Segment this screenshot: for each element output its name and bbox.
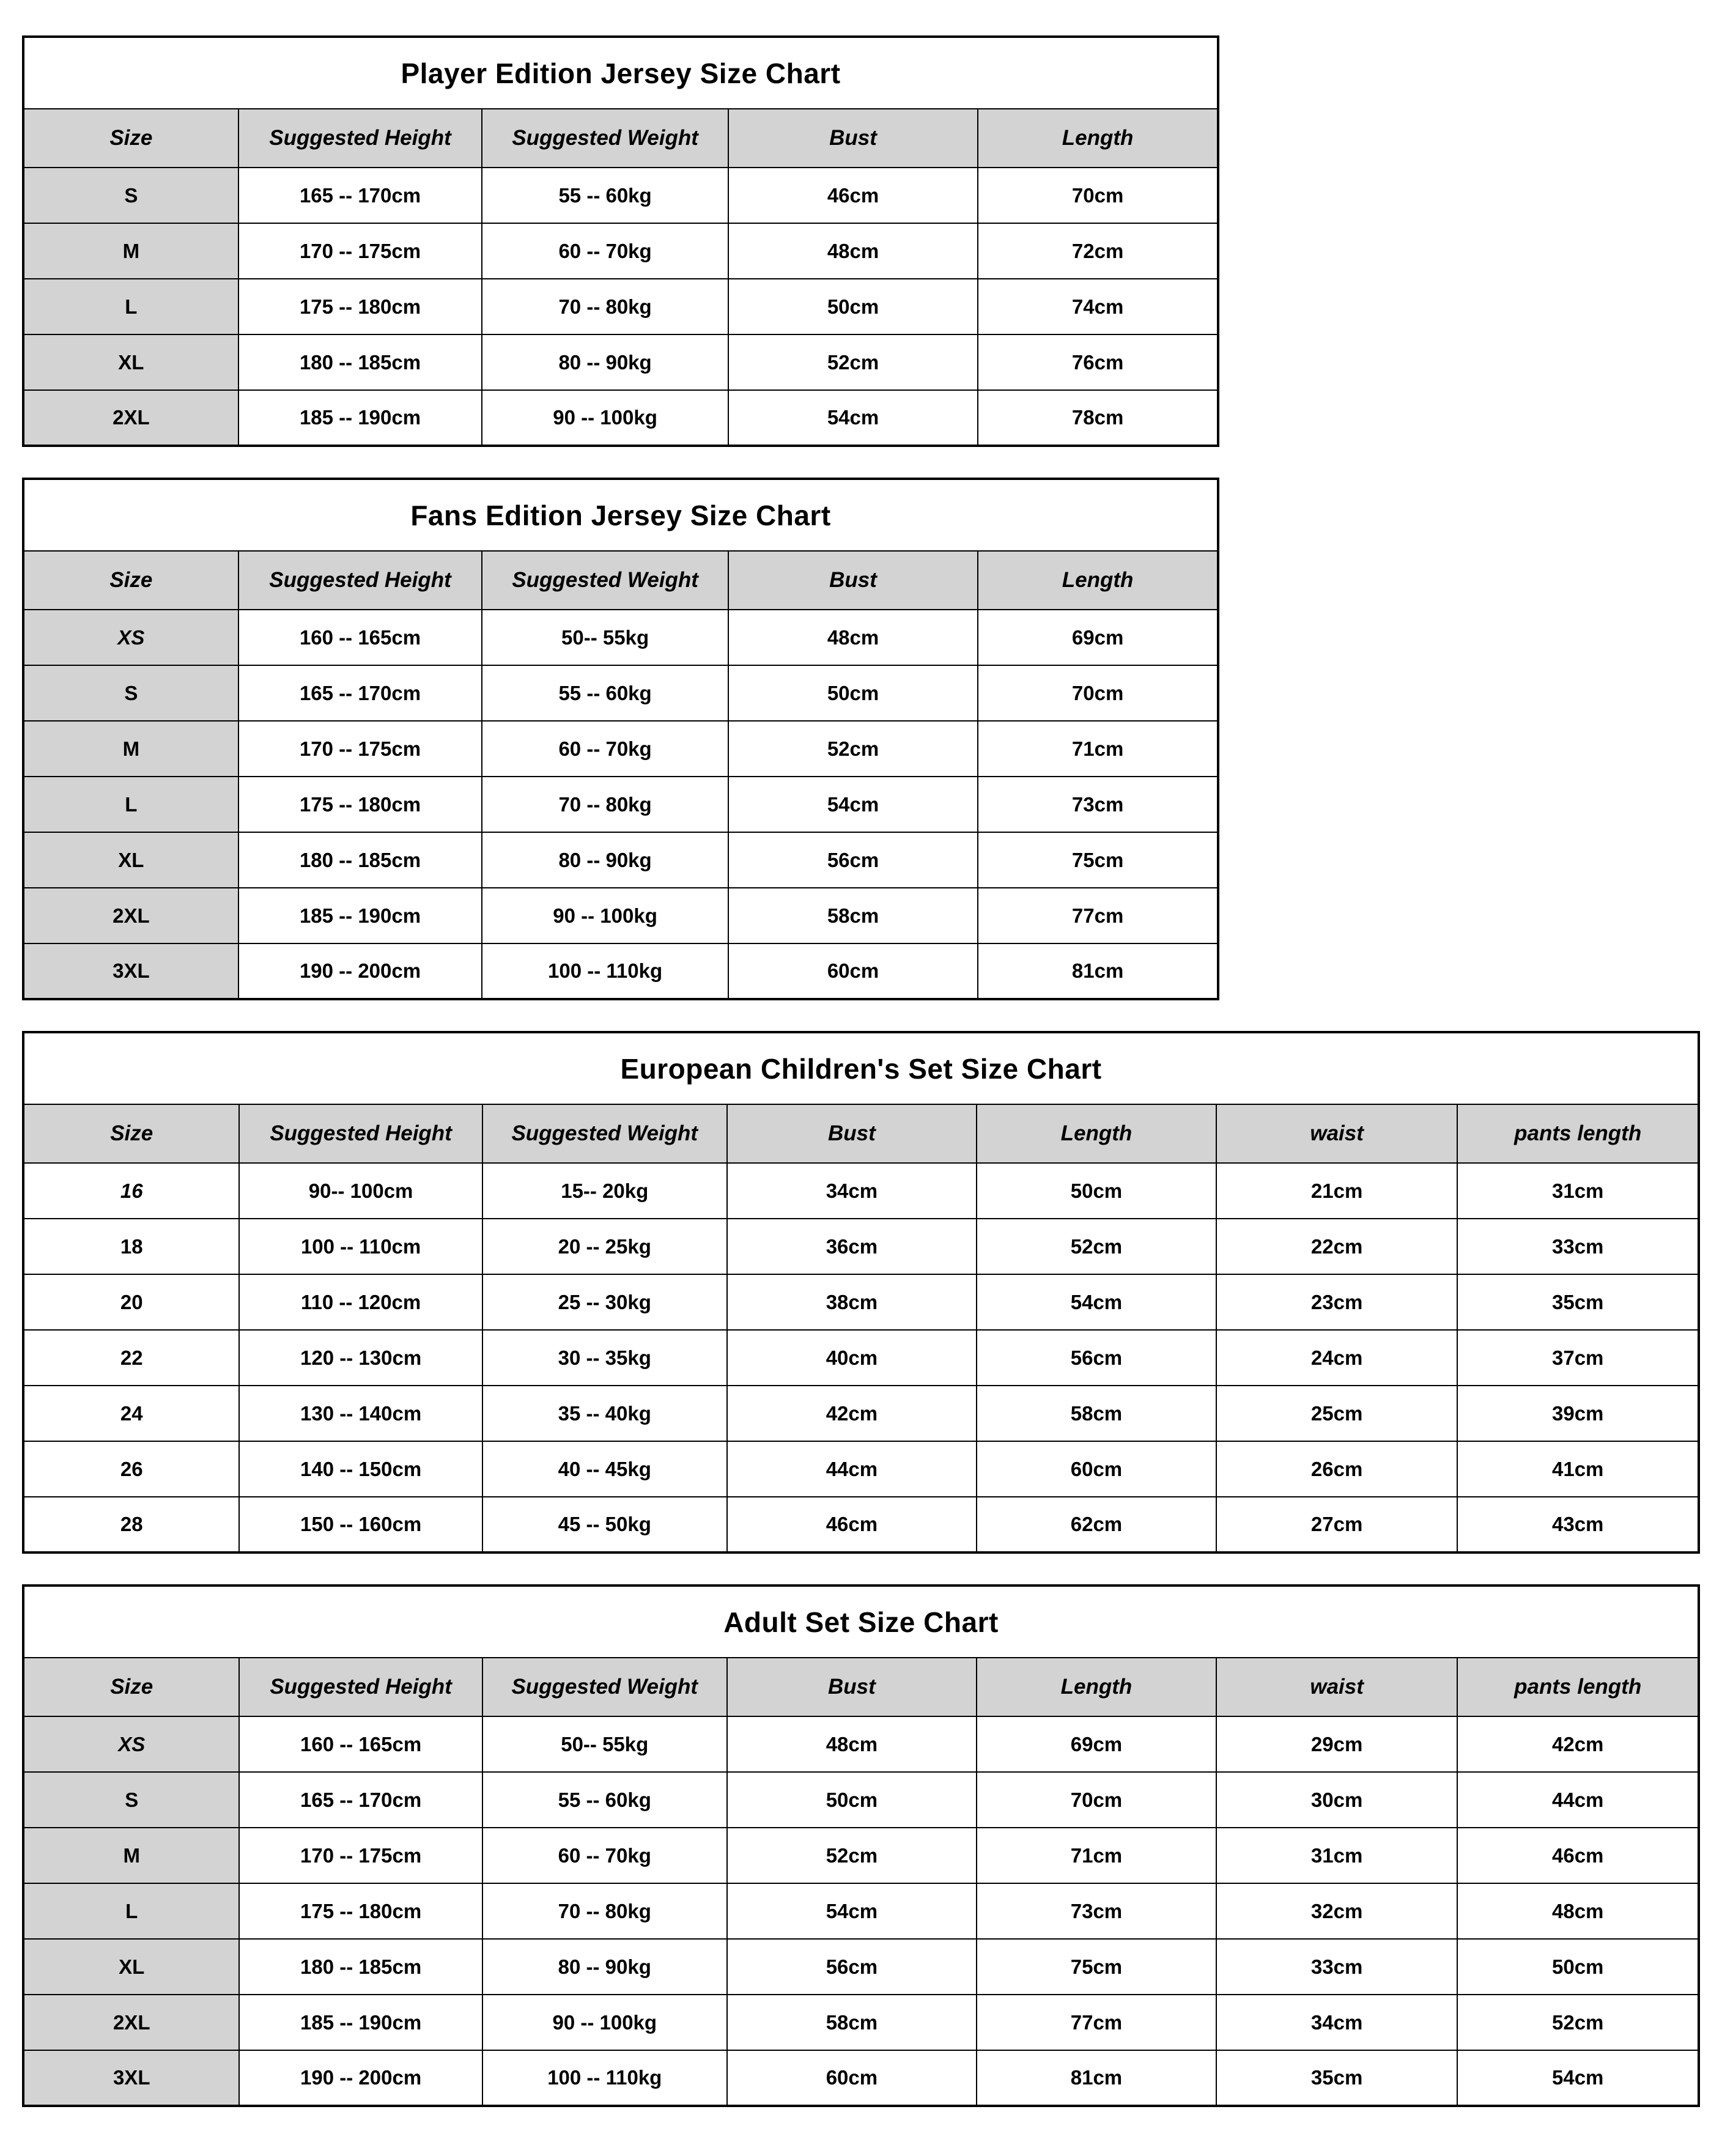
column-header-bust: Bust bbox=[728, 109, 978, 168]
size-cell: L bbox=[23, 777, 238, 832]
column-header-size: Size bbox=[23, 551, 238, 610]
data-cell: 81cm bbox=[978, 943, 1218, 999]
column-header-waist: waist bbox=[1216, 1104, 1458, 1163]
size-cell: S bbox=[23, 1772, 239, 1828]
data-cell: 41cm bbox=[1457, 1441, 1699, 1497]
european-childrens-set-table bbox=[22, 1031, 1700, 1554]
table-row bbox=[23, 223, 1218, 279]
column-header-suggested-height: Suggested Height bbox=[239, 1104, 482, 1163]
table-row bbox=[23, 1939, 1699, 1995]
data-cell: 55 -- 60kg bbox=[482, 1772, 727, 1828]
data-cell: 175 -- 180cm bbox=[238, 777, 482, 832]
data-cell: 54cm bbox=[977, 1274, 1216, 1330]
data-cell: 100 -- 110kg bbox=[482, 943, 728, 999]
size-cell: L bbox=[23, 279, 238, 334]
column-header-size: Size bbox=[23, 109, 238, 168]
data-cell: 52cm bbox=[728, 334, 978, 390]
data-cell: 35 -- 40kg bbox=[482, 1386, 727, 1441]
column-header-suggested-weight: Suggested Weight bbox=[482, 551, 728, 610]
data-cell: 150 -- 160cm bbox=[239, 1497, 482, 1552]
data-cell: 50-- 55kg bbox=[482, 610, 728, 665]
data-cell: 75cm bbox=[977, 1939, 1216, 1995]
adult-set-table bbox=[22, 1584, 1700, 2107]
column-header-row bbox=[23, 551, 1218, 610]
column-header-size: Size bbox=[23, 1658, 239, 1716]
table-row bbox=[23, 279, 1218, 334]
data-cell: 60cm bbox=[728, 943, 978, 999]
player-edition-jersey-chart bbox=[22, 35, 1219, 447]
data-cell: 76cm bbox=[978, 334, 1218, 390]
data-cell: 22cm bbox=[1216, 1219, 1458, 1274]
fans-edition-jersey-chart bbox=[22, 478, 1219, 1000]
data-cell: 90 -- 100kg bbox=[482, 390, 728, 446]
size-cell: S bbox=[23, 665, 238, 721]
table-row bbox=[23, 1883, 1699, 1939]
table-row bbox=[23, 1716, 1699, 1772]
table-row bbox=[23, 1441, 1699, 1497]
data-cell: 50cm bbox=[977, 1163, 1216, 1219]
size-cell: M bbox=[23, 1828, 239, 1883]
data-cell: 50cm bbox=[727, 1772, 977, 1828]
data-cell: 27cm bbox=[1216, 1497, 1458, 1552]
table-row bbox=[23, 1274, 1699, 1330]
fans-edition-jersey-title: Fans Edition Jersey Size Chart bbox=[23, 479, 1218, 551]
data-cell: 90 -- 100kg bbox=[482, 1995, 727, 2050]
data-cell: 54cm bbox=[1457, 2050, 1699, 2106]
data-cell: 34cm bbox=[1216, 1995, 1458, 2050]
data-cell: 90 -- 100kg bbox=[482, 888, 728, 943]
data-cell: 50-- 55kg bbox=[482, 1716, 727, 1772]
data-cell: 73cm bbox=[978, 777, 1218, 832]
data-cell: 81cm bbox=[977, 2050, 1216, 2106]
data-cell: 30cm bbox=[1216, 1772, 1458, 1828]
table-row bbox=[23, 1330, 1699, 1386]
data-cell: 130 -- 140cm bbox=[239, 1386, 482, 1441]
data-cell: 175 -- 180cm bbox=[238, 279, 482, 334]
data-cell: 73cm bbox=[977, 1883, 1216, 1939]
data-cell: 39cm bbox=[1457, 1386, 1699, 1441]
data-cell: 33cm bbox=[1216, 1939, 1458, 1995]
table-row bbox=[23, 1497, 1699, 1552]
data-cell: 80 -- 90kg bbox=[482, 832, 728, 888]
data-cell: 60cm bbox=[977, 1441, 1216, 1497]
size-cell: XL bbox=[23, 1939, 239, 1995]
column-header-bust: Bust bbox=[728, 551, 978, 610]
data-cell: 110 -- 120cm bbox=[239, 1274, 482, 1330]
table-title-row bbox=[23, 479, 1218, 551]
table-row bbox=[23, 888, 1218, 943]
size-cell: 22 bbox=[23, 1330, 239, 1386]
data-cell: 60 -- 70kg bbox=[482, 1828, 727, 1883]
data-cell: 80 -- 90kg bbox=[482, 1939, 727, 1995]
column-header-bust: Bust bbox=[727, 1104, 977, 1163]
data-cell: 180 -- 185cm bbox=[239, 1939, 482, 1995]
data-cell: 52cm bbox=[977, 1219, 1216, 1274]
data-cell: 40 -- 45kg bbox=[482, 1441, 727, 1497]
column-header-length: Length bbox=[978, 551, 1218, 610]
data-cell: 70 -- 80kg bbox=[482, 1883, 727, 1939]
table-row bbox=[23, 390, 1218, 446]
data-cell: 55 -- 60kg bbox=[482, 168, 728, 223]
data-cell: 62cm bbox=[977, 1497, 1216, 1552]
data-cell: 77cm bbox=[978, 888, 1218, 943]
data-cell: 44cm bbox=[727, 1441, 977, 1497]
table-row bbox=[23, 943, 1218, 999]
data-cell: 36cm bbox=[727, 1219, 977, 1274]
data-cell: 37cm bbox=[1457, 1330, 1699, 1386]
data-cell: 140 -- 150cm bbox=[239, 1441, 482, 1497]
data-cell: 70 -- 80kg bbox=[482, 279, 728, 334]
column-header-suggested-height: Suggested Height bbox=[238, 109, 482, 168]
column-header-bust: Bust bbox=[727, 1658, 977, 1716]
data-cell: 165 -- 170cm bbox=[238, 665, 482, 721]
table-row bbox=[23, 610, 1218, 665]
table-row bbox=[23, 1163, 1699, 1219]
data-cell: 100 -- 110kg bbox=[482, 2050, 727, 2106]
data-cell: 52cm bbox=[727, 1828, 977, 1883]
size-cell: 28 bbox=[23, 1497, 239, 1552]
column-header-size: Size bbox=[23, 1104, 239, 1163]
table-row bbox=[23, 1772, 1699, 1828]
column-header-suggested-weight: Suggested Weight bbox=[482, 1658, 727, 1716]
column-header-waist: waist bbox=[1216, 1658, 1458, 1716]
table-row bbox=[23, 832, 1218, 888]
size-cell: 24 bbox=[23, 1386, 239, 1441]
size-cell: 18 bbox=[23, 1219, 239, 1274]
data-cell: 48cm bbox=[1457, 1883, 1699, 1939]
column-header-suggested-height: Suggested Height bbox=[239, 1658, 482, 1716]
table-row bbox=[23, 1219, 1699, 1274]
data-cell: 60 -- 70kg bbox=[482, 721, 728, 777]
data-cell: 52cm bbox=[728, 721, 978, 777]
table-row bbox=[23, 721, 1218, 777]
data-cell: 42cm bbox=[727, 1386, 977, 1441]
table-title-row bbox=[23, 1032, 1699, 1104]
data-cell: 60cm bbox=[727, 2050, 977, 2106]
data-cell: 185 -- 190cm bbox=[238, 390, 482, 446]
data-cell: 190 -- 200cm bbox=[238, 943, 482, 999]
data-cell: 31cm bbox=[1216, 1828, 1458, 1883]
table-title-row bbox=[23, 37, 1218, 109]
data-cell: 170 -- 175cm bbox=[238, 223, 482, 279]
data-cell: 71cm bbox=[977, 1828, 1216, 1883]
data-cell: 52cm bbox=[1457, 1995, 1699, 2050]
fans-edition-jersey-table bbox=[22, 478, 1219, 1000]
table-row bbox=[23, 334, 1218, 390]
adult-set-chart bbox=[22, 1584, 1700, 2107]
data-cell: 170 -- 175cm bbox=[238, 721, 482, 777]
data-cell: 70cm bbox=[977, 1772, 1216, 1828]
data-cell: 70 -- 80kg bbox=[482, 777, 728, 832]
table-row bbox=[23, 168, 1218, 223]
data-cell: 20 -- 25kg bbox=[482, 1219, 727, 1274]
data-cell: 33cm bbox=[1457, 1219, 1699, 1274]
data-cell: 180 -- 185cm bbox=[238, 832, 482, 888]
column-header-row bbox=[23, 109, 1218, 168]
table-row bbox=[23, 777, 1218, 832]
size-cell: 2XL bbox=[23, 390, 238, 446]
european-childrens-set-chart bbox=[22, 1031, 1700, 1554]
table-row bbox=[23, 665, 1218, 721]
size-cell: XL bbox=[23, 832, 238, 888]
data-cell: 44cm bbox=[1457, 1772, 1699, 1828]
data-cell: 175 -- 180cm bbox=[239, 1883, 482, 1939]
data-cell: 72cm bbox=[978, 223, 1218, 279]
data-cell: 46cm bbox=[728, 168, 978, 223]
data-cell: 48cm bbox=[728, 610, 978, 665]
data-cell: 54cm bbox=[727, 1883, 977, 1939]
table-row bbox=[23, 1995, 1699, 2050]
column-header-row bbox=[23, 1658, 1699, 1716]
data-cell: 24cm bbox=[1216, 1330, 1458, 1386]
data-cell: 50cm bbox=[728, 665, 978, 721]
data-cell: 60 -- 70kg bbox=[482, 223, 728, 279]
data-cell: 25cm bbox=[1216, 1386, 1458, 1441]
data-cell: 58cm bbox=[727, 1995, 977, 2050]
size-cell: L bbox=[23, 1883, 239, 1939]
data-cell: 35cm bbox=[1457, 1274, 1699, 1330]
data-cell: 31cm bbox=[1457, 1163, 1699, 1219]
data-cell: 15-- 20kg bbox=[482, 1163, 727, 1219]
data-cell: 170 -- 175cm bbox=[239, 1828, 482, 1883]
player-edition-jersey-title: Player Edition Jersey Size Chart bbox=[23, 37, 1218, 109]
size-cell: 2XL bbox=[23, 888, 238, 943]
size-cell: M bbox=[23, 223, 238, 279]
data-cell: 80 -- 90kg bbox=[482, 334, 728, 390]
data-cell: 42cm bbox=[1457, 1716, 1699, 1772]
table-row bbox=[23, 1828, 1699, 1883]
data-cell: 56cm bbox=[727, 1939, 977, 1995]
size-cell: XS bbox=[23, 1716, 239, 1772]
data-cell: 32cm bbox=[1216, 1883, 1458, 1939]
data-cell: 78cm bbox=[978, 390, 1218, 446]
data-cell: 165 -- 170cm bbox=[239, 1772, 482, 1828]
data-cell: 50cm bbox=[1457, 1939, 1699, 1995]
data-cell: 69cm bbox=[978, 610, 1218, 665]
data-cell: 71cm bbox=[978, 721, 1218, 777]
data-cell: 160 -- 165cm bbox=[239, 1716, 482, 1772]
data-cell: 34cm bbox=[727, 1163, 977, 1219]
data-cell: 90-- 100cm bbox=[239, 1163, 482, 1219]
data-cell: 70cm bbox=[978, 665, 1218, 721]
size-cell: XL bbox=[23, 334, 238, 390]
size-cell: S bbox=[23, 168, 238, 223]
data-cell: 56cm bbox=[977, 1330, 1216, 1386]
data-cell: 30 -- 35kg bbox=[482, 1330, 727, 1386]
column-header-row bbox=[23, 1104, 1699, 1163]
data-cell: 77cm bbox=[977, 1995, 1216, 2050]
data-cell: 185 -- 190cm bbox=[239, 1995, 482, 2050]
data-cell: 48cm bbox=[728, 223, 978, 279]
data-cell: 40cm bbox=[727, 1330, 977, 1386]
data-cell: 70cm bbox=[978, 168, 1218, 223]
column-header-length: Length bbox=[978, 109, 1218, 168]
size-cell: XS bbox=[23, 610, 238, 665]
column-header-suggested-height: Suggested Height bbox=[238, 551, 482, 610]
data-cell: 26cm bbox=[1216, 1441, 1458, 1497]
column-header-length: Length bbox=[977, 1658, 1216, 1716]
size-cell: 2XL bbox=[23, 1995, 239, 2050]
data-cell: 55 -- 60kg bbox=[482, 665, 728, 721]
data-cell: 58cm bbox=[728, 888, 978, 943]
data-cell: 185 -- 190cm bbox=[238, 888, 482, 943]
data-cell: 100 -- 110cm bbox=[239, 1219, 482, 1274]
size-cell: 16 bbox=[23, 1163, 239, 1219]
data-cell: 38cm bbox=[727, 1274, 977, 1330]
data-cell: 56cm bbox=[728, 832, 978, 888]
size-cell: 3XL bbox=[23, 2050, 239, 2106]
table-row bbox=[23, 2050, 1699, 2106]
data-cell: 48cm bbox=[727, 1716, 977, 1772]
data-cell: 74cm bbox=[978, 279, 1218, 334]
data-cell: 165 -- 170cm bbox=[238, 168, 482, 223]
data-cell: 23cm bbox=[1216, 1274, 1458, 1330]
data-cell: 180 -- 185cm bbox=[238, 334, 482, 390]
data-cell: 54cm bbox=[728, 390, 978, 446]
data-cell: 21cm bbox=[1216, 1163, 1458, 1219]
column-header-suggested-weight: Suggested Weight bbox=[482, 109, 728, 168]
size-charts-page bbox=[22, 35, 1700, 2107]
data-cell: 69cm bbox=[977, 1716, 1216, 1772]
data-cell: 190 -- 200cm bbox=[239, 2050, 482, 2106]
column-header-suggested-weight: Suggested Weight bbox=[482, 1104, 727, 1163]
data-cell: 46cm bbox=[1457, 1828, 1699, 1883]
data-cell: 58cm bbox=[977, 1386, 1216, 1441]
data-cell: 25 -- 30kg bbox=[482, 1274, 727, 1330]
data-cell: 35cm bbox=[1216, 2050, 1458, 2106]
table-row bbox=[23, 1386, 1699, 1441]
data-cell: 50cm bbox=[728, 279, 978, 334]
data-cell: 160 -- 165cm bbox=[238, 610, 482, 665]
size-cell: 3XL bbox=[23, 943, 238, 999]
size-cell: 20 bbox=[23, 1274, 239, 1330]
data-cell: 29cm bbox=[1216, 1716, 1458, 1772]
table-title-row bbox=[23, 1586, 1699, 1658]
data-cell: 43cm bbox=[1457, 1497, 1699, 1552]
data-cell: 75cm bbox=[978, 832, 1218, 888]
size-cell: 26 bbox=[23, 1441, 239, 1497]
european-childrens-set-title: European Children's Set Size Chart bbox=[23, 1032, 1699, 1104]
size-cell: M bbox=[23, 721, 238, 777]
data-cell: 54cm bbox=[728, 777, 978, 832]
data-cell: 46cm bbox=[727, 1497, 977, 1552]
column-header-pants-length: pants length bbox=[1457, 1658, 1699, 1716]
data-cell: 45 -- 50kg bbox=[482, 1497, 727, 1552]
column-header-length: Length bbox=[977, 1104, 1216, 1163]
data-cell: 120 -- 130cm bbox=[239, 1330, 482, 1386]
player-edition-jersey-table bbox=[22, 35, 1219, 447]
column-header-pants-length: pants length bbox=[1457, 1104, 1699, 1163]
adult-set-title: Adult Set Size Chart bbox=[23, 1586, 1699, 1658]
